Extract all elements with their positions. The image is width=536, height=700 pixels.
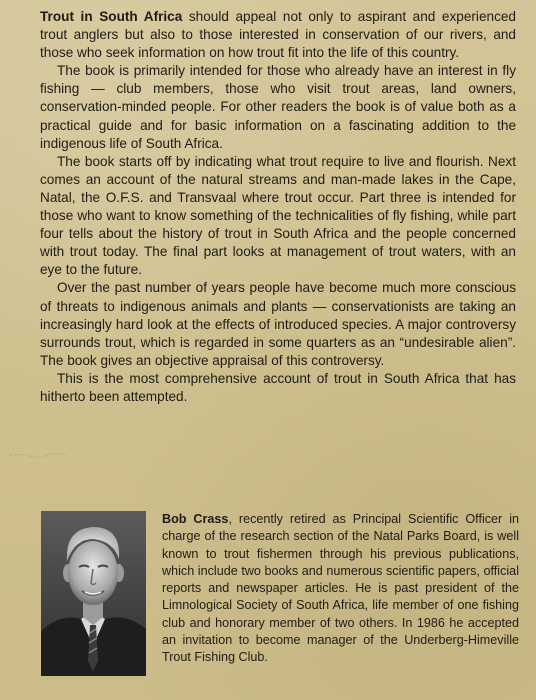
blurb-paragraph-1-text: should appeal not only to aspirant and experienced trout anglers but also to those interested in conservation of our rivers, and those who seek information on how trout fit into the life of this country.: [40, 9, 516, 61]
blurb-paragraph-1: [40, 8, 516, 62]
author-name: Bob Crass: [162, 512, 229, 526]
author-portrait-illustration: [41, 511, 146, 676]
author-bio-text: , recently retired as Principal Scientific Officer in charge of the research section of the Natal Parks Board, is well known to trout fishermen through his previous publications, which include two books and numerous scientific papers, official reports and newspaper articles. He is past president of the Limnological Society of South Africa, life member of one fishing club and honorary member of two others. In 1986 he accepted an invitation to become manager of the Underberg-Himeville Trout Fishing Club.: [162, 512, 519, 665]
book-title: Trout in South Africa: [40, 9, 183, 24]
blurb-paragraph-5: This is the most comprehensive account of trout in South Africa that has hitherto been attempted.: [40, 370, 516, 404]
book-blurb: [40, 8, 516, 406]
author-bio-paragraph: [162, 511, 519, 667]
blurb-paragraph-3: The book starts off by indicating what trout require to live and flourish. Next comes an account of the natural streams and man-made lakes in the Cape, Natal, the O.F.S. and Transvaal where trout occur. Part three is intended for those who want to know something of the technicalities of fly fishing, while part four tells about the history of trout in South Africa and the people concerned with trout today. The final part looks at management of trout waters, with an eye to the future.: [40, 153, 516, 278]
author-bio: [162, 511, 519, 667]
blurb-paragraph-4: Over the past number of years people have become much more conscious of threats to indigenous animals and plants — conservationists are taking an increasingly hard look at the effects of introduced species. A major controversy surrounds trout, which is regarded in some quarters as an “undesirable alien”. The book gives an objective appraisal of this controversy.: [40, 280, 516, 368]
paper-smudge: [8, 450, 68, 460]
author-photo: [41, 511, 146, 676]
blurb-paragraph-2: The book is primarily intended for those who already have an interest in fly fishing — club members, those who visit trout areas, land owners, conservation-minded people. For other readers the book is of value both as a practical guide and for basic information on a fascinating addition to the indigenous life of South Africa.: [40, 63, 516, 151]
